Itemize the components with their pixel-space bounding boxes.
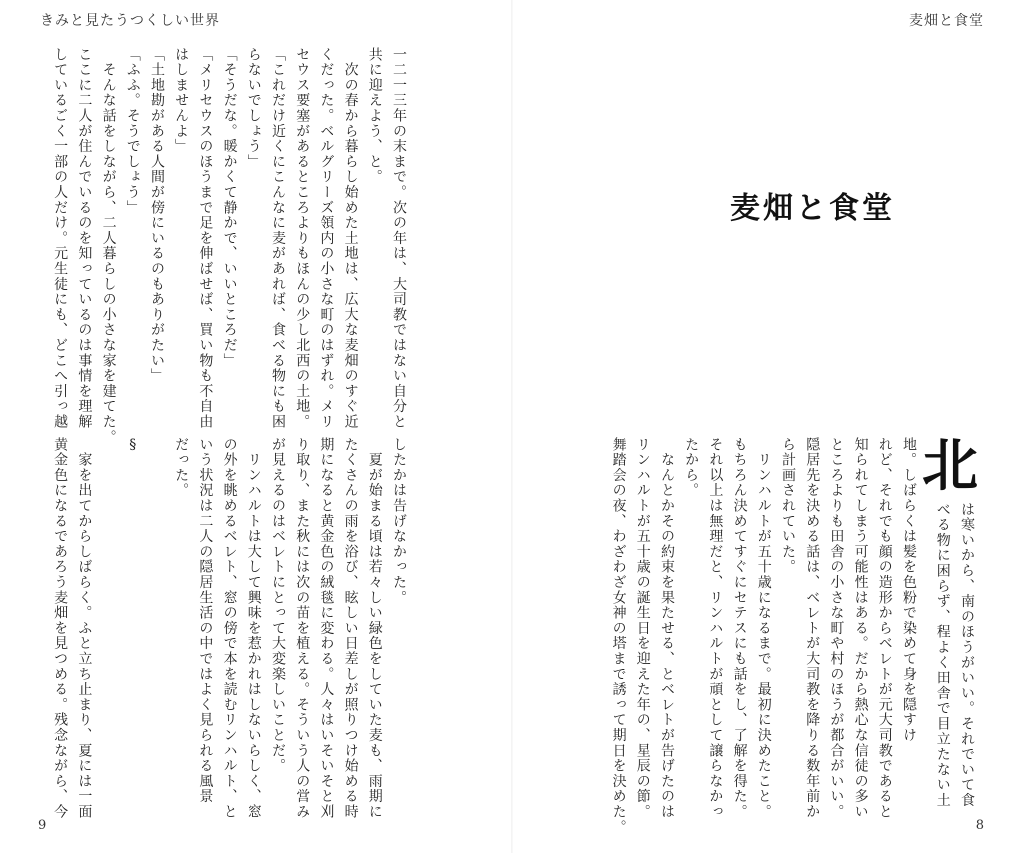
text-line: § — [124, 437, 141, 455]
text-line: 「そうだな。暖かくて静かで、いいところだ」 — [221, 47, 238, 369]
text-line: なんとかその約束を果たせる、とベレトが告げたのは — [658, 437, 675, 820]
text-line: くだった。ベルグリーズ領内の小さな町のはずれ。メリ — [318, 47, 335, 430]
text-line: 「ふふ。そうでしょう」 — [124, 47, 141, 216]
text-line — [145, 437, 169, 812]
text-line: 黄金色になるであろう麦畑を見つめる。残念ながら、今 — [52, 437, 69, 820]
right-page-opening-lines — [924, 502, 979, 812]
text-line: り取り、また秋には次の苗を植える。そういう人の営み — [294, 437, 311, 820]
text-line: 「メリセウスのほうまで足を伸ばせば、買い物も不自由 — [197, 47, 214, 430]
left-page-text-bottom — [51, 437, 411, 820]
text-line: が見えるのはベレトにとって大変楽しいことだ。 — [269, 437, 286, 774]
text-line: れど、それでも顔の造形からベレトが元大司教であると — [876, 437, 893, 820]
text-line: リンハルトが五十歳になるまで。最初に決めたこと。 — [755, 437, 772, 820]
text-line — [96, 437, 120, 812]
page-number-right: 8 — [975, 818, 984, 833]
text-line: それ以上は無理だと、リンハルトが頑として譲らなかっ — [707, 437, 724, 820]
text-line: べる物に困らず、程よく田舎で目立たない土 — [934, 502, 951, 808]
text-line: 「土地勘がある人間が傍にいるのもありがたい」 — [148, 47, 165, 384]
text-line: 期になると黄金色の絨毯に変わる。人々はいそいそと刈 — [318, 437, 335, 820]
text-line: はしませんよ」 — [173, 47, 190, 155]
left-page-text-top — [51, 47, 411, 445]
text-line: もちろん決めてすぐにセテスにも話をし、了解を得た。 — [731, 437, 748, 820]
text-line: たから。 — [683, 437, 700, 499]
text-line: 舞踏会の夜、わざわざ女神の塔まで誘って期日を決めた。 — [610, 437, 627, 835]
text-line: 知られてしまう可能性はある。だから熱心な信徒の多い — [852, 437, 869, 820]
text-line: 「これだけ近くにこんなに麦があれば、食べる物にも困 — [269, 47, 286, 430]
text-line: リンハルトが五十歳の誕生日を迎えた年の、星辰の節。 — [634, 437, 651, 820]
text-line: 夏が始まる頃は若々しい緑色をしていた麦も、雨期に — [366, 437, 383, 820]
text-line: ここに二人が住んでいるのを知っているのは事情を理解 — [76, 47, 93, 430]
chapter-title: 麦畑と食堂 — [730, 191, 895, 226]
text-line: いう状況は二人の隠居生活の中ではよく見られる風景 — [197, 437, 214, 805]
text-line: リンハルトは大して興味を惹かれはしないらしく、窓 — [245, 437, 262, 820]
text-line: そんな話をしながら、二人暮らしの小さな家を建てた。 — [100, 47, 117, 445]
text-line: セウス要塞があるところよりもほんの少し北西の土地。 — [294, 47, 311, 430]
running-header-left: きみと見たうつくしい世界 — [40, 13, 220, 29]
text-line: 一二一三年の末まで。次の年は、大司教ではない自分と — [391, 47, 407, 430]
text-line: らないでしょう」 — [245, 47, 262, 170]
text-line: したかは告げなかった。 — [391, 437, 407, 606]
book-spine — [511, 0, 513, 853]
text-line: は寒いから、南のほうがいい。それでいて食 — [959, 502, 975, 808]
text-line: だった。 — [173, 437, 190, 499]
text-line: 家を出てからしばらく。ふと立ち止まり、夏には一面 — [76, 437, 93, 820]
running-header-right: 麦畑と食堂 — [909, 13, 984, 29]
right-page-text — [610, 437, 921, 835]
text-line: の外を眺めるベレト、窓の傍で本を読むリンハルト、と — [221, 437, 238, 820]
text-line: 共に迎えよう、と。 — [366, 47, 383, 185]
text-line: ら計画されていた。 — [779, 437, 796, 575]
text-line: ところよりも田舎の小さな町や村のほうが都合がいい。 — [828, 437, 845, 820]
drop-cap: 北 — [922, 434, 978, 499]
text-line: しているごく一部の人だけ。元生徒にも、どこへ引っ越 — [52, 47, 69, 430]
page-number-left: 9 — [38, 818, 47, 833]
text-line: たくさんの雨を浴び、眩しい日差しが照りつけ始める時 — [342, 437, 359, 820]
text-line: 次の春から暮らし始めた土地は、広大な麦畑のすぐ近 — [342, 47, 359, 430]
text-line: 地。しばらくは髪を色粉で染めて身を隠すけ — [901, 437, 917, 743]
text-line: 隠居先を決める話は、ベレトが大司教を降りる数年前か — [804, 437, 821, 820]
